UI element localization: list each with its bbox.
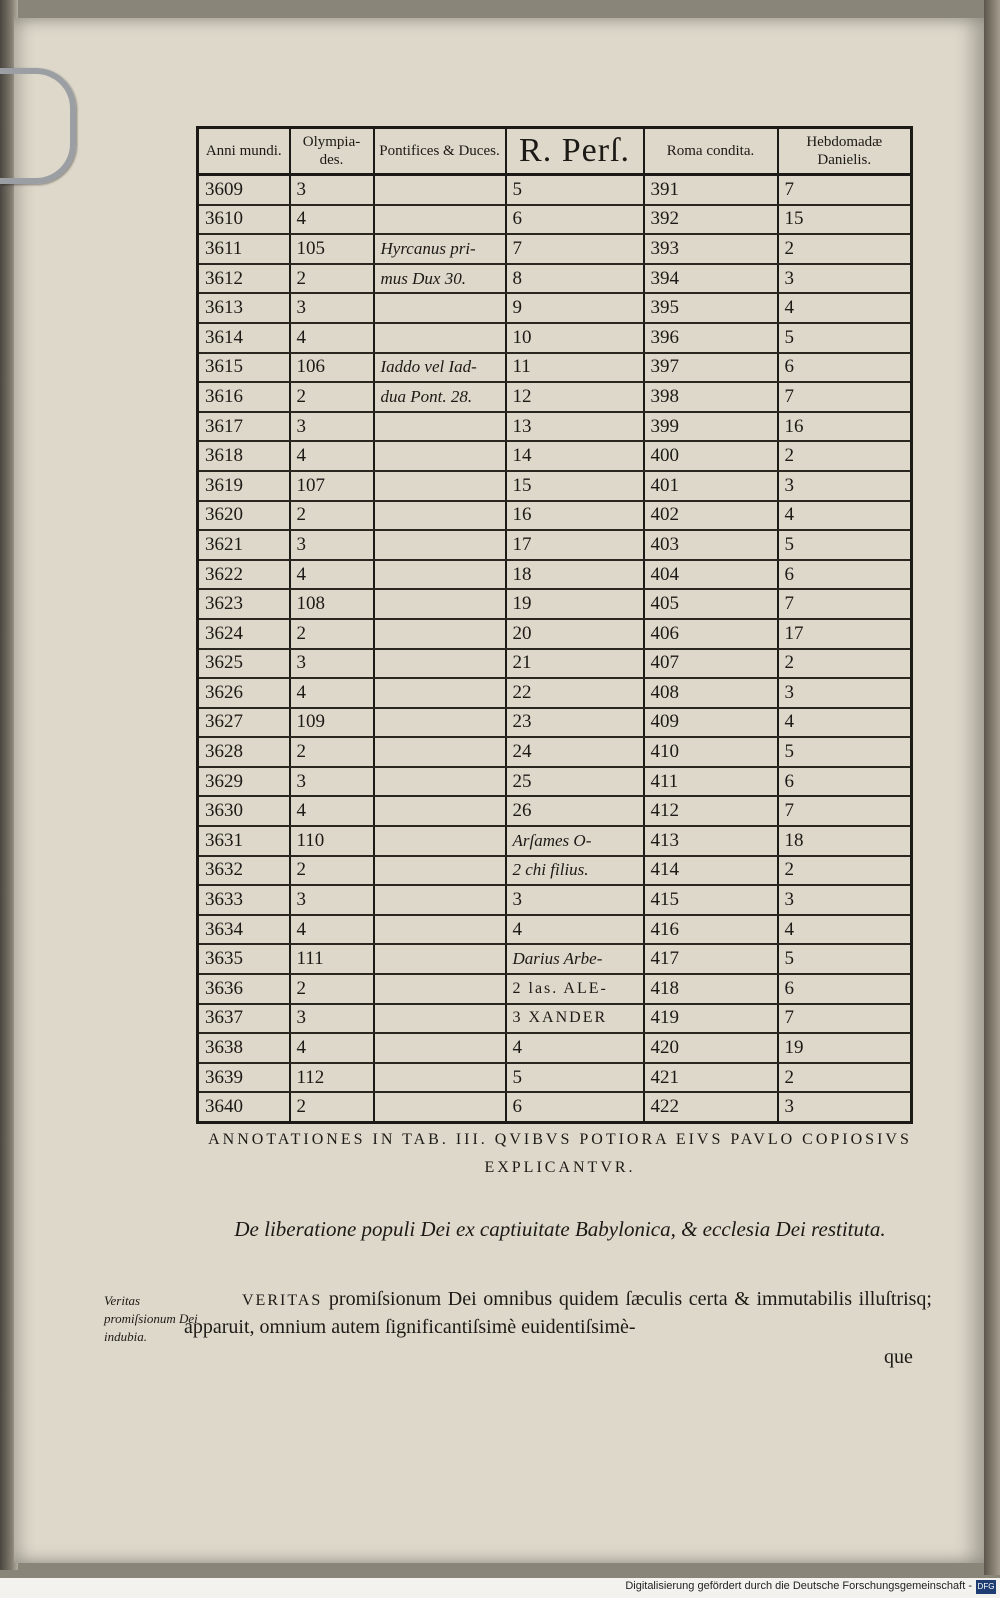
- table-cell: [374, 737, 506, 767]
- table-cell: Iaddo vel Iad-: [374, 353, 506, 383]
- table-cell: 109: [290, 708, 374, 738]
- table-cell: 3636: [198, 974, 290, 1004]
- table-row: [198, 885, 912, 915]
- table-cell: 7: [506, 234, 644, 264]
- table-cell: 3621: [198, 530, 290, 560]
- table-row: [198, 205, 912, 235]
- table-cell: 391: [644, 175, 778, 205]
- table-row: [198, 234, 912, 264]
- table-cell: 3623: [198, 589, 290, 619]
- table-row: [198, 649, 912, 679]
- table-cell: 15: [506, 471, 644, 501]
- table-cell: 3627: [198, 708, 290, 738]
- table-cell: 422: [644, 1092, 778, 1122]
- table-cell: mus Dux 30.: [374, 264, 506, 294]
- table-cell: 3618: [198, 441, 290, 471]
- table-cell: 15: [778, 205, 912, 235]
- table-cell: 2: [290, 974, 374, 1004]
- table-cell: 3: [778, 1092, 912, 1122]
- table-cell: 3: [290, 885, 374, 915]
- table-cell: 3 XANDER: [506, 1004, 644, 1034]
- table-cell: 106: [290, 353, 374, 383]
- table-cell: [374, 205, 506, 235]
- table-cell: 403: [644, 530, 778, 560]
- table-cell: 3635: [198, 944, 290, 974]
- table-cell: 2 las. ALE-: [506, 974, 644, 1004]
- table-cell: 3: [290, 530, 374, 560]
- table-cell: 19: [778, 1033, 912, 1063]
- table-cell: [374, 944, 506, 974]
- table-row: [198, 856, 912, 886]
- table-cell: 418: [644, 974, 778, 1004]
- table-cell: 6: [778, 560, 912, 590]
- table-cell: 401: [644, 471, 778, 501]
- table-cell: 11: [506, 353, 644, 383]
- table-row: [198, 767, 912, 797]
- table-cell: [374, 1033, 506, 1063]
- table-cell: 3628: [198, 737, 290, 767]
- table-cell: 5: [778, 530, 912, 560]
- table-cell: 17: [506, 530, 644, 560]
- catchword: que: [884, 1346, 913, 1368]
- table-cell: 2: [778, 441, 912, 471]
- table-cell: 108: [290, 589, 374, 619]
- table-cell: 3637: [198, 1004, 290, 1034]
- table-row: [198, 974, 912, 1004]
- table-cell: 3630: [198, 796, 290, 826]
- table-cell: 16: [778, 412, 912, 442]
- table-row: [198, 826, 912, 856]
- table-cell: [374, 974, 506, 1004]
- table-cell: 7: [778, 175, 912, 205]
- table-row: [198, 471, 912, 501]
- table-row: [198, 589, 912, 619]
- annotations-heading: ANNOTATIONES IN TAB. III. QVIBVS POTIORA EIVS PAVLO COPIOSIVS EXPLICANTVR.: [208, 1131, 912, 1176]
- table-cell: 3615: [198, 353, 290, 383]
- table-cell: 4: [290, 1033, 374, 1063]
- table-cell: 419: [644, 1004, 778, 1034]
- table-cell: 6: [778, 974, 912, 1004]
- table-cell: 112: [290, 1063, 374, 1093]
- table-cell: 2: [290, 737, 374, 767]
- table-cell: 5: [506, 1063, 644, 1093]
- table-row: [198, 1092, 912, 1122]
- table-cell: 3613: [198, 293, 290, 323]
- table-cell: [374, 1004, 506, 1034]
- table-cell: 405: [644, 589, 778, 619]
- table-cell: 3632: [198, 856, 290, 886]
- table-cell: 7: [778, 796, 912, 826]
- table-cell: 21: [506, 649, 644, 679]
- table-cell: 5: [778, 944, 912, 974]
- body-paragraph: [184, 1286, 932, 1340]
- table-cell: 415: [644, 885, 778, 915]
- table-row: [198, 678, 912, 708]
- body-lead-word: VERITAS: [242, 1292, 323, 1309]
- table-cell: [374, 619, 506, 649]
- table-cell: 16: [506, 501, 644, 531]
- header-reges-persarum: R. Perſ.: [506, 128, 644, 175]
- table-cell: 3611: [198, 234, 290, 264]
- table-cell: 2: [290, 856, 374, 886]
- table-cell: 12: [506, 382, 644, 412]
- table-cell: 3: [290, 412, 374, 442]
- table-row: [198, 708, 912, 738]
- table-cell: 3624: [198, 619, 290, 649]
- table-cell: 2: [290, 264, 374, 294]
- table-cell: [374, 441, 506, 471]
- table-row: [198, 1033, 912, 1063]
- table-row: [198, 530, 912, 560]
- table-cell: 402: [644, 501, 778, 531]
- header-anni-mundi: Anni mundi.: [198, 128, 290, 175]
- table-cell: 3614: [198, 323, 290, 353]
- table-cell: Hyrcanus pri-: [374, 234, 506, 264]
- table-cell: [374, 501, 506, 531]
- table-cell: 3616: [198, 382, 290, 412]
- table-cell: [374, 826, 506, 856]
- table-cell: 2: [778, 1063, 912, 1093]
- table-cell: 110: [290, 826, 374, 856]
- table-cell: 8: [506, 264, 644, 294]
- table-cell: [374, 293, 506, 323]
- table-row: [198, 353, 912, 383]
- table-row: [198, 1063, 912, 1093]
- table-cell: 9: [506, 293, 644, 323]
- table-cell: 406: [644, 619, 778, 649]
- page-edge: [984, 0, 1000, 1575]
- table-cell: 3: [290, 649, 374, 679]
- table-cell: 5: [778, 323, 912, 353]
- table-cell: [374, 412, 506, 442]
- table-cell: 4: [290, 441, 374, 471]
- table-cell: 2 chi filius.: [506, 856, 644, 886]
- table-cell: 4: [778, 501, 912, 531]
- table-row: [198, 264, 912, 294]
- table-cell: 399: [644, 412, 778, 442]
- table-cell: 3610: [198, 205, 290, 235]
- table-cell: 3609: [198, 175, 290, 205]
- table-row: [198, 619, 912, 649]
- table-row: [198, 323, 912, 353]
- table-cell: 3629: [198, 767, 290, 797]
- table-cell: 20: [506, 619, 644, 649]
- table-cell: 3633: [198, 885, 290, 915]
- table-row: [198, 382, 912, 412]
- table-cell: 393: [644, 234, 778, 264]
- table-cell: 24: [506, 737, 644, 767]
- table-cell: 4: [506, 1033, 644, 1063]
- header-hebdomadae: Hebdomadæ Danielis.: [778, 128, 912, 175]
- table-row: [198, 915, 912, 945]
- table-cell: 18: [778, 826, 912, 856]
- table-cell: 3: [290, 175, 374, 205]
- table-cell: 23: [506, 708, 644, 738]
- table-row: [198, 737, 912, 767]
- table-cell: 398: [644, 382, 778, 412]
- table-cell: 25: [506, 767, 644, 797]
- table-cell: 394: [644, 264, 778, 294]
- table-cell: [374, 796, 506, 826]
- table-cell: 4: [778, 708, 912, 738]
- table-row: [198, 175, 912, 205]
- table-cell: dua Pont. 28.: [374, 382, 506, 412]
- table-cell: 4: [290, 915, 374, 945]
- table-row: [198, 293, 912, 323]
- table-cell: 404: [644, 560, 778, 590]
- table-cell: 4: [778, 915, 912, 945]
- table-row: [198, 1004, 912, 1034]
- dfg-logo: DFG: [976, 1580, 996, 1594]
- table-cell: 4: [290, 205, 374, 235]
- table-cell: 5: [506, 175, 644, 205]
- table-cell: 26: [506, 796, 644, 826]
- table-cell: 3626: [198, 678, 290, 708]
- table-cell: [374, 560, 506, 590]
- table-cell: 7: [778, 1004, 912, 1034]
- table-row: [198, 560, 912, 590]
- table-cell: 6: [506, 205, 644, 235]
- table-cell: 4: [778, 293, 912, 323]
- table-cell: 417: [644, 944, 778, 974]
- table-cell: [374, 678, 506, 708]
- table-cell: 3622: [198, 560, 290, 590]
- table-cell: 3: [778, 678, 912, 708]
- table-cell: 3: [290, 1004, 374, 1034]
- table-cell: 409: [644, 708, 778, 738]
- table-cell: 3612: [198, 264, 290, 294]
- table-row: [198, 501, 912, 531]
- table-cell: 392: [644, 205, 778, 235]
- footer-credit: Digitalisierung gefördert durch die Deutsche Forschungsgemeinschaft -: [625, 1580, 972, 1592]
- table-cell: 3639: [198, 1063, 290, 1093]
- table-cell: [374, 175, 506, 205]
- table-cell: 3638: [198, 1033, 290, 1063]
- table-row: [198, 944, 912, 974]
- paper-clip: [0, 68, 76, 184]
- table-cell: 3: [778, 885, 912, 915]
- table-cell: [374, 649, 506, 679]
- table-cell: 413: [644, 826, 778, 856]
- chronology-table: [196, 126, 913, 1124]
- table-cell: 6: [778, 353, 912, 383]
- table-row: [198, 412, 912, 442]
- table-cell: 7: [778, 382, 912, 412]
- table-cell: 2: [778, 649, 912, 679]
- table-cell: 3617: [198, 412, 290, 442]
- table-cell: 397: [644, 353, 778, 383]
- table-cell: 19: [506, 589, 644, 619]
- table-cell: 411: [644, 767, 778, 797]
- table-cell: 2: [290, 501, 374, 531]
- table-cell: 3619: [198, 471, 290, 501]
- table-cell: 2: [290, 382, 374, 412]
- table-cell: 14: [506, 441, 644, 471]
- table-cell: 17: [778, 619, 912, 649]
- table-cell: 13: [506, 412, 644, 442]
- table-cell: 3: [778, 471, 912, 501]
- table-cell: [374, 767, 506, 797]
- header-roma-condita: Roma condita.: [644, 128, 778, 175]
- table-cell: 2: [290, 1092, 374, 1122]
- table-cell: 107: [290, 471, 374, 501]
- table-row: [198, 796, 912, 826]
- section-subheading: De liberatione populi Dei ex captiuitate Babylonica, & ecclesia Dei restituta.: [234, 1217, 886, 1241]
- table-cell: 410: [644, 737, 778, 767]
- table-cell: [374, 885, 506, 915]
- table-cell: [374, 530, 506, 560]
- table-cell: 111: [290, 944, 374, 974]
- table-cell: 3: [506, 885, 644, 915]
- table-cell: 5: [778, 737, 912, 767]
- table-cell: 4: [290, 560, 374, 590]
- table-cell: 407: [644, 649, 778, 679]
- table-cell: 4: [290, 323, 374, 353]
- table-cell: 3625: [198, 649, 290, 679]
- table-cell: 2: [778, 856, 912, 886]
- table-cell: 400: [644, 441, 778, 471]
- table-cell: 420: [644, 1033, 778, 1063]
- table-cell: 3: [290, 767, 374, 797]
- table-cell: 10: [506, 323, 644, 353]
- table-cell: 2: [778, 234, 912, 264]
- table-cell: 3634: [198, 915, 290, 945]
- table-cell: [374, 589, 506, 619]
- table-header-row: [198, 128, 912, 175]
- table-cell: 416: [644, 915, 778, 945]
- body-text: promiſsionum Dei omnibus quidem ſæculis certa & immutabilis illuſtrisq; apparuit, omnium autem ſignificantiſsimè euidentiſsimè-: [184, 1288, 932, 1338]
- table-cell: 395: [644, 293, 778, 323]
- table-cell: 7: [778, 589, 912, 619]
- table-cell: 408: [644, 678, 778, 708]
- header-olympiades: Olympia-des.: [290, 128, 374, 175]
- table-cell: Arſames O-: [506, 826, 644, 856]
- table-cell: 22: [506, 678, 644, 708]
- table-cell: [374, 856, 506, 886]
- table-cell: Darius Arbe-: [506, 944, 644, 974]
- table-cell: 6: [506, 1092, 644, 1122]
- table-cell: 3: [778, 264, 912, 294]
- table-cell: [374, 708, 506, 738]
- table-cell: [374, 1092, 506, 1122]
- table-cell: 4: [290, 796, 374, 826]
- table-cell: 4: [290, 678, 374, 708]
- table-cell: [374, 915, 506, 945]
- table-cell: 396: [644, 323, 778, 353]
- table-cell: 4: [506, 915, 644, 945]
- table-cell: 3620: [198, 501, 290, 531]
- margin-note: Veritas promiſsionum Dei indubia.: [104, 1293, 198, 1344]
- table-cell: 2: [290, 619, 374, 649]
- table-row: [198, 441, 912, 471]
- table-cell: 3631: [198, 826, 290, 856]
- table-cell: 421: [644, 1063, 778, 1093]
- table-cell: 414: [644, 856, 778, 886]
- table-cell: [374, 1063, 506, 1093]
- table-cell: 105: [290, 234, 374, 264]
- table-cell: 3640: [198, 1092, 290, 1122]
- table-cell: 412: [644, 796, 778, 826]
- table-cell: 18: [506, 560, 644, 590]
- header-pontifices: Pontifices & Duces.: [374, 128, 506, 175]
- table-cell: 3: [290, 293, 374, 323]
- footer-bar: [0, 1578, 1000, 1598]
- table-cell: [374, 323, 506, 353]
- table-cell: 6: [778, 767, 912, 797]
- table-cell: [374, 471, 506, 501]
